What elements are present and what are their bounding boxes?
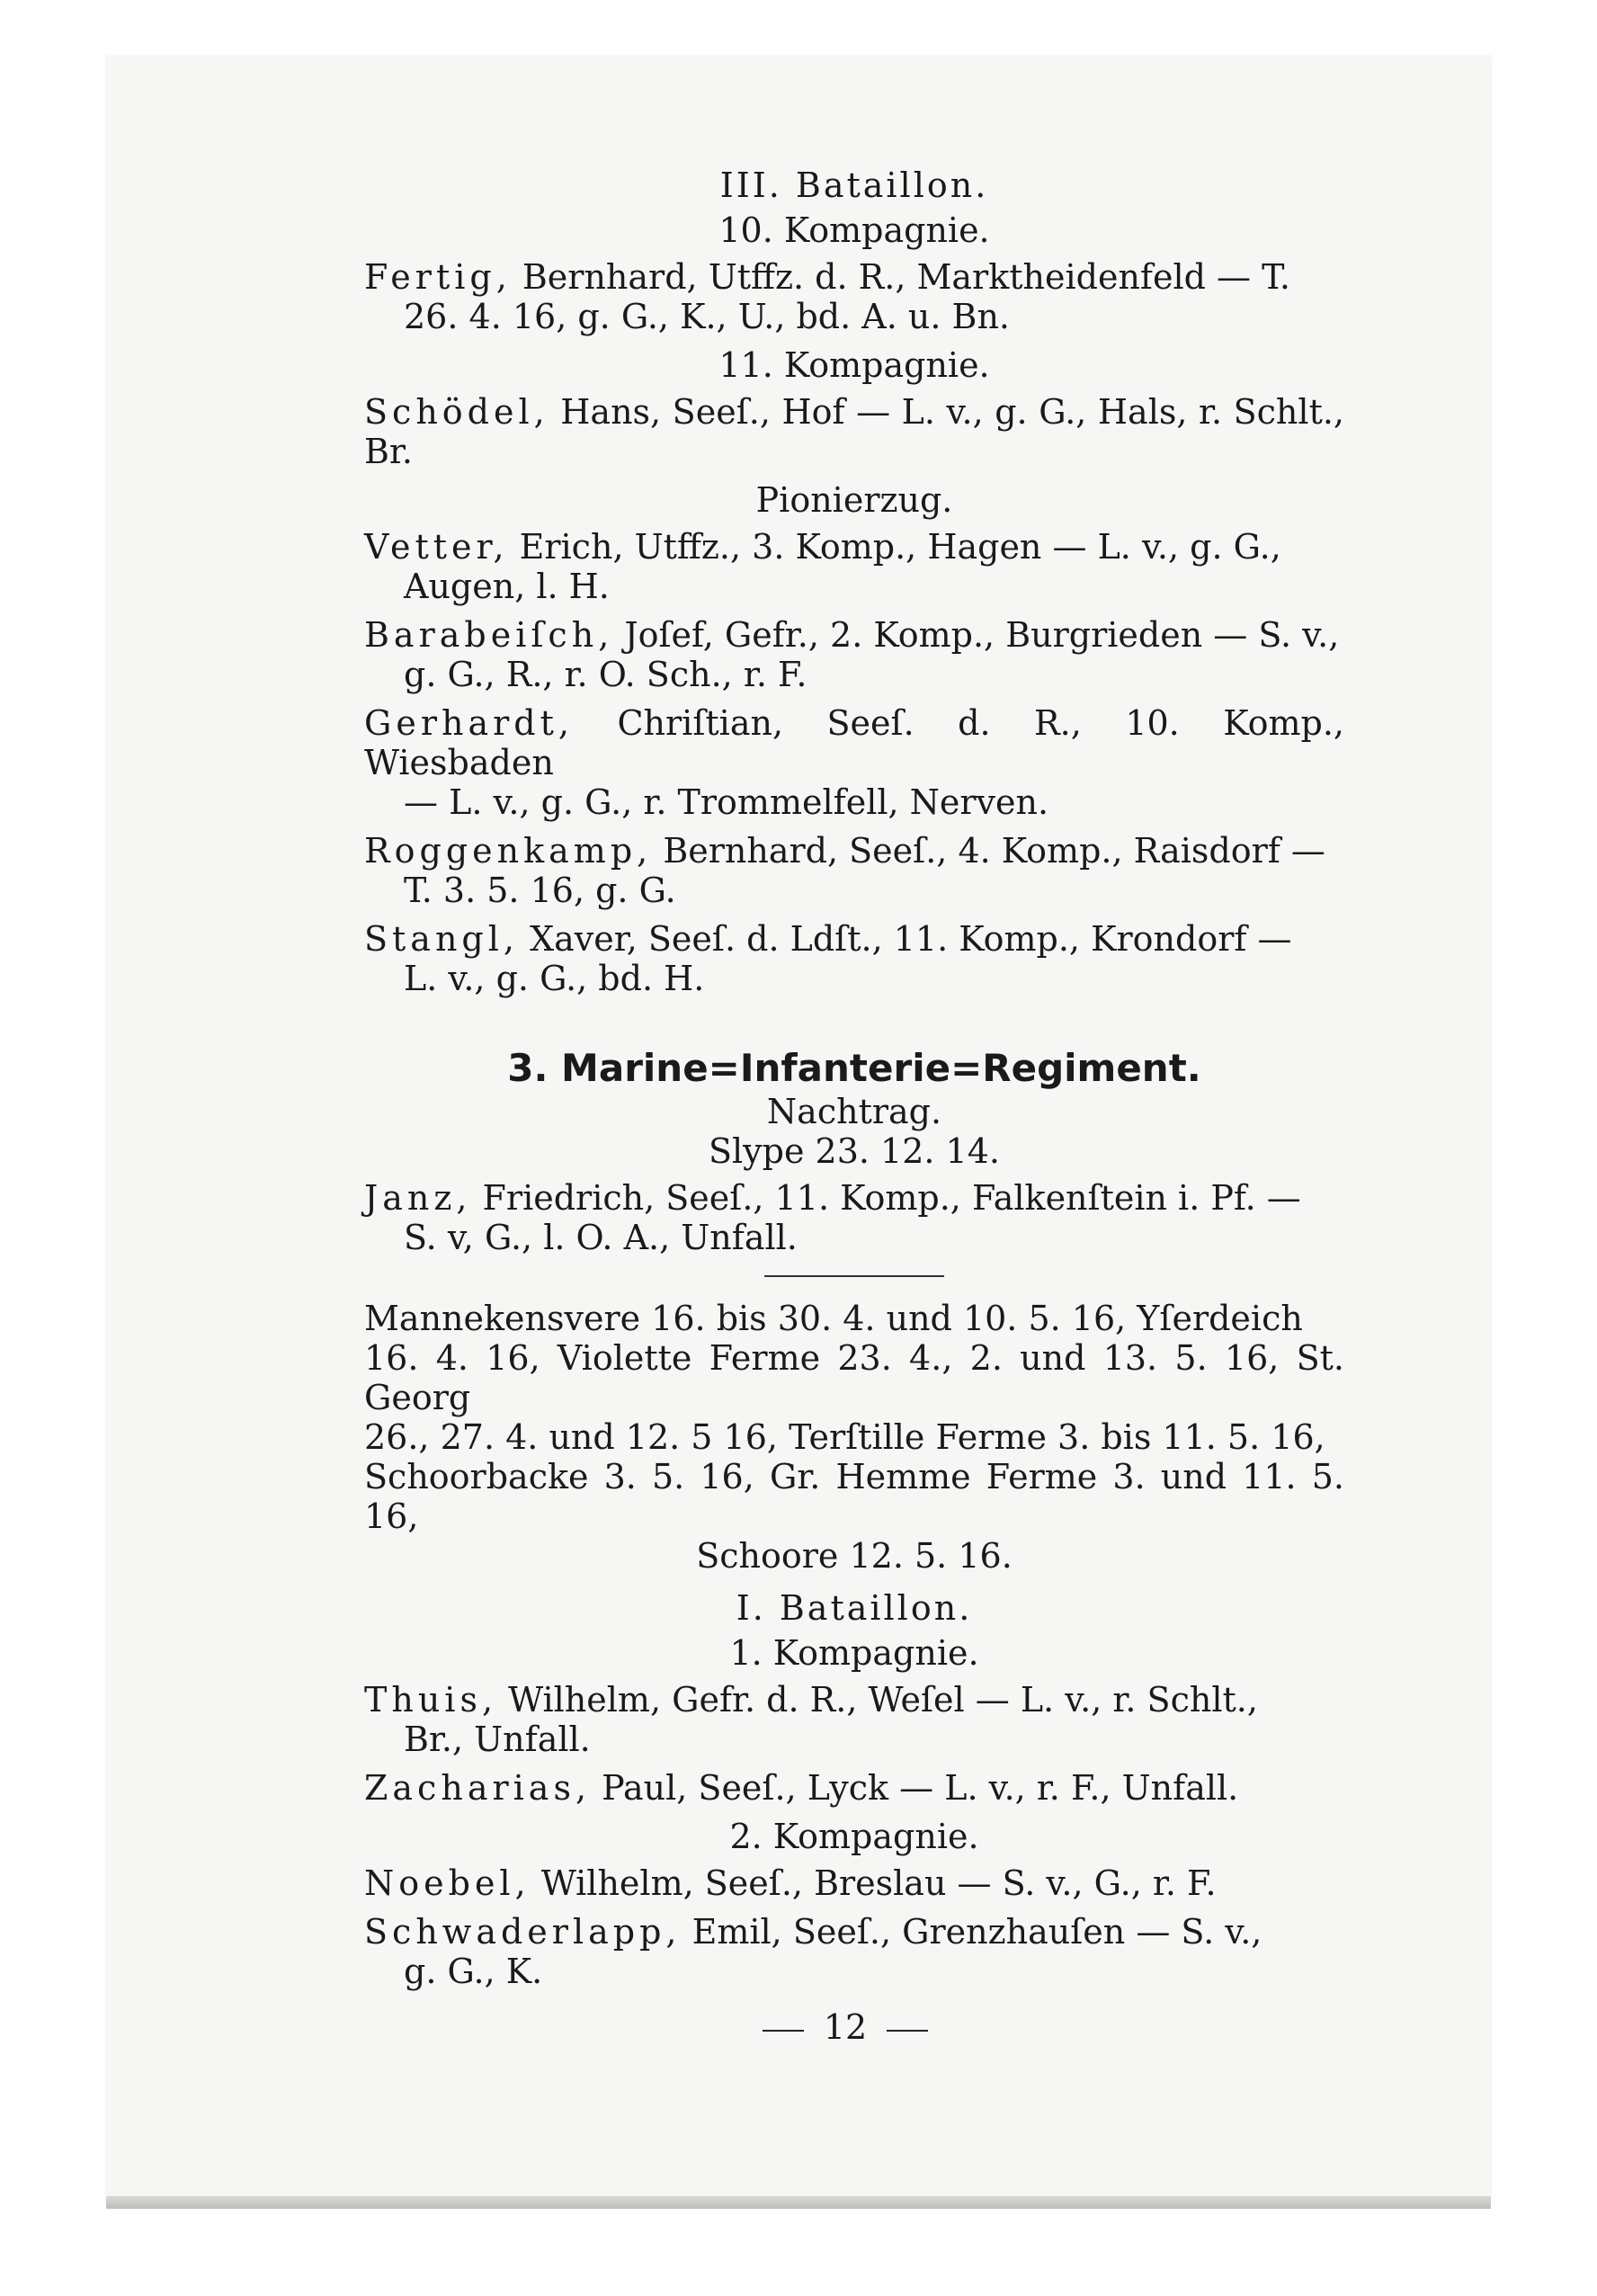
page-number	[719, 2007, 971, 2047]
entry-surname: Zacharias,	[364, 1768, 592, 1808]
locations-line: 26., 27. 4. und 12. 5 16, Terſtille Ferme 3. bis 11. 5. 16,	[364, 1417, 1325, 1457]
casualty-entry	[364, 527, 1344, 606]
entry-details: Erich, Utffz., 3. Komp., Hagen — L. v., g. G.,	[508, 527, 1281, 567]
casualty-entry	[364, 1912, 1344, 1991]
entry-continuation: g. G., R., r. O. Sch., r. F.	[404, 655, 807, 694]
battalion-heading-1: I. Bataillon.	[736, 1588, 973, 1628]
entry-surname: Noebel,	[364, 1863, 531, 1903]
entry-details: Wilhelm, Gefr. d. R., Weſel — L. v., r. Schlt.,	[497, 1680, 1258, 1720]
casualty-entry	[364, 257, 1344, 336]
entry-continuation: Br., Unfall.	[404, 1720, 591, 1759]
casualty-entry	[364, 1768, 1344, 1808]
entry-surname: Gerhardt,	[364, 703, 574, 743]
entry-surname: Thuis,	[364, 1680, 498, 1720]
battle-locations	[364, 1299, 1344, 1536]
locations-last-line: Schoore 12. 5. 16.	[696, 1536, 1013, 1576]
entry-details: Hans, Seeſ., Hof — L. v., g. G., Hals, r. Schlt., Br.	[364, 392, 1344, 471]
section-divider	[764, 1275, 944, 1277]
casualty-entry	[364, 392, 1344, 471]
entry-details: Joſef, Gefr., 2. Komp., Burgrieden — S. v.,	[613, 615, 1340, 655]
entry-surname: Schwaderlapp,	[364, 1912, 682, 1952]
entry-continuation: g. G., K.	[404, 1952, 543, 1991]
entry-continuation: — L. v., g. G., r. Trommelfell, Nerven.	[404, 782, 1049, 822]
document-body	[364, 162, 1344, 2000]
locations-line: 16. 4. 16, Violette Ferme 23. 4., 2. und 13. 5. 16, St. Georg	[364, 1338, 1344, 1417]
casualty-entry	[364, 1863, 1344, 1903]
casualty-entry	[364, 831, 1344, 910]
entry-surname: Roggenkamp,	[364, 831, 653, 871]
dash-left	[763, 2030, 804, 2032]
casualty-entry	[364, 919, 1344, 998]
page-edge	[106, 2196, 1491, 2209]
entry-surname: Stangl,	[364, 919, 519, 959]
entry-details: Bernhard, Utffz. d. R., Marktheidenfeld — T.	[511, 257, 1290, 297]
regiment-title: 3. Marine=Infanterie=Regiment.	[507, 1046, 1201, 1090]
locations-line: Mannekensvere 16. bis 30. 4. und 10. 5. 16, Yſerdeich	[364, 1299, 1303, 1338]
entry-details: Paul, Seeſ., Lyck — L. v., r. F., Unfall.	[591, 1768, 1239, 1808]
supplement-heading: Nachtrag.	[766, 1092, 942, 1131]
entry-details: Xaver, Seeſ. d. Ldſt., 11. Komp., Krondorf —	[519, 919, 1292, 959]
company-heading-2: 2. Kompagnie.	[729, 1817, 979, 1856]
pioneer-heading: Pionierzug.	[755, 480, 953, 520]
page-number-value: 12	[823, 2007, 868, 2047]
entry-details: Emil, Seeſ., Grenzhauſen — S. v.,	[681, 1912, 1262, 1952]
dash-right	[887, 2030, 928, 2032]
company-heading-11: 11. Kompagnie.	[718, 345, 990, 385]
entry-continuation: T. 3. 5. 16, g. G.	[404, 871, 676, 910]
entry-continuation: S. v, G., l. O. A., Unfall.	[404, 1218, 798, 1257]
casualty-entry	[364, 703, 1344, 822]
entry-details: Friedrich, Seeſ., 11. Komp., Falkenſtein i. Pf. —	[471, 1178, 1301, 1218]
company-heading-10: 10. Kompagnie.	[718, 210, 990, 250]
place-date: Slype 23. 12. 14.	[708, 1131, 1000, 1171]
entry-surname: Barabeiſch,	[364, 615, 614, 655]
casualty-entry	[364, 615, 1344, 694]
entry-surname: Schödel,	[364, 392, 549, 432]
entry-continuation: L. v., g. G., bd. H.	[404, 959, 705, 998]
entry-details: Bernhard, Seeſ., 4. Komp., Raisdorf —	[652, 831, 1325, 871]
entry-surname: Janz,	[364, 1178, 472, 1218]
entry-details: Wilhelm, Seeſ., Breslau — S. v., G., r. F.	[530, 1863, 1217, 1903]
company-heading-1: 1. Kompagnie.	[729, 1633, 979, 1673]
entry-details: Chriſtian, Seeſ. d. R., 10. Komp., Wiesbaden	[364, 703, 1344, 782]
entry-surname: Fertig,	[364, 257, 512, 297]
locations-line: Schoorbacke 3. 5. 16, Gr. Hemme Ferme 3. und 11. 5. 16,	[364, 1457, 1344, 1536]
entry-continuation: 26. 4. 16, g. G., K., U., bd. A. u. Bn.	[404, 297, 1010, 336]
casualty-entry	[364, 1680, 1344, 1759]
entry-surname: Vetter,	[364, 527, 509, 567]
battalion-heading-3: III. Bataillon.	[719, 165, 989, 205]
entry-continuation: Augen, l. H.	[404, 567, 610, 606]
casualty-entry	[364, 1178, 1344, 1257]
